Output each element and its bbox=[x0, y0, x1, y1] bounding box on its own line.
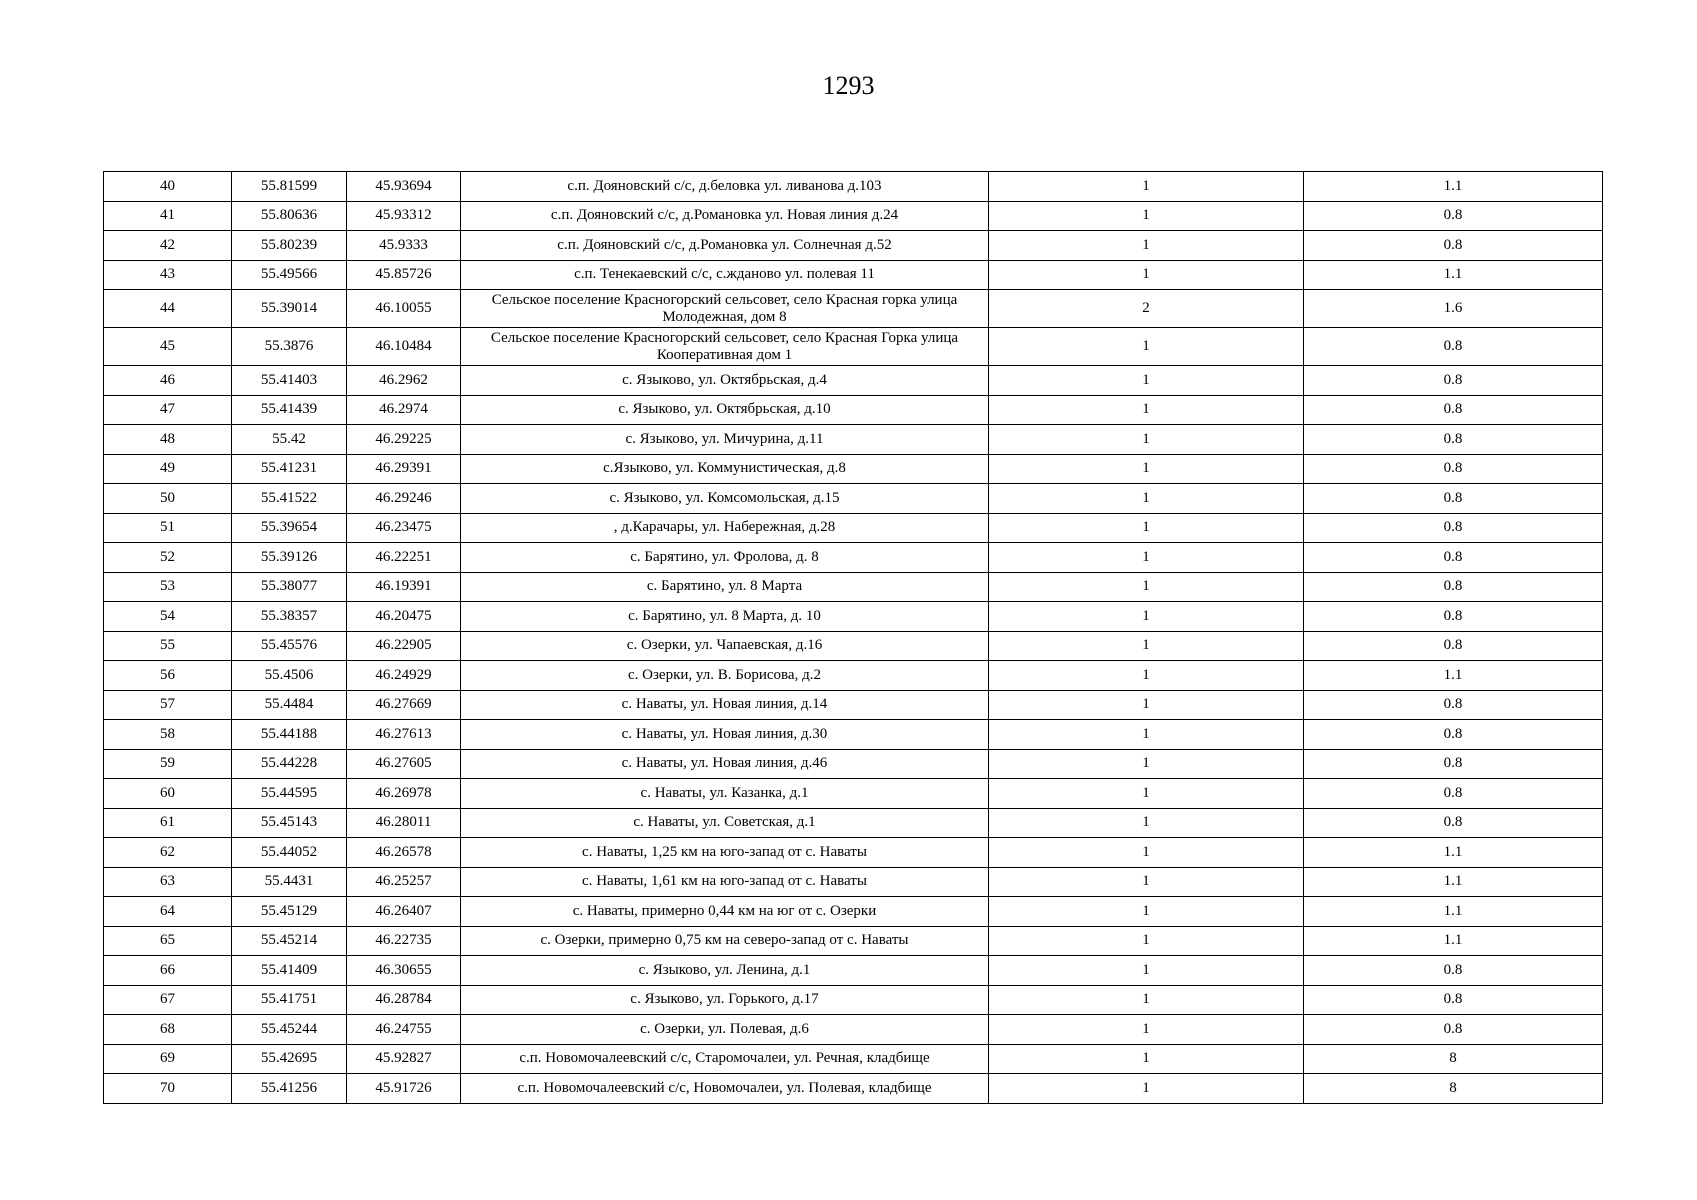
table-row bbox=[104, 366, 1603, 396]
latitude-cell: 55.4484 bbox=[232, 690, 347, 720]
container-count-cell: 1 bbox=[989, 513, 1304, 543]
container-count-cell: 1 bbox=[989, 454, 1304, 484]
container-volume-cell: 0.8 bbox=[1304, 201, 1603, 231]
container-count-cell: 1 bbox=[989, 425, 1304, 455]
latitude-cell: 55.41231 bbox=[232, 454, 347, 484]
container-count-cell: 1 bbox=[989, 956, 1304, 986]
address-cell: с.п. Дояновский с/с, д.Романовка ул. Солнечная д.52 bbox=[461, 231, 989, 261]
table-row bbox=[104, 690, 1603, 720]
latitude-cell: 55.45244 bbox=[232, 1015, 347, 1045]
longitude-cell: 46.24929 bbox=[347, 661, 461, 691]
table-row bbox=[104, 956, 1603, 986]
latitude-cell: 55.44595 bbox=[232, 779, 347, 809]
longitude-cell: 46.10484 bbox=[347, 328, 461, 366]
address-cell: с. Языково, ул. Октябрьская, д.10 bbox=[461, 395, 989, 425]
latitude-cell: 55.45576 bbox=[232, 631, 347, 661]
latitude-cell: 55.38357 bbox=[232, 602, 347, 632]
latitude-cell: 55.39014 bbox=[232, 290, 347, 328]
address-cell: с. Наваты, 1,25 км на юго-запад от с. Наваты bbox=[461, 838, 989, 868]
longitude-cell: 46.26978 bbox=[347, 779, 461, 809]
address-cell: с. Озерки, ул. В. Борисова, д.2 bbox=[461, 661, 989, 691]
address-cell: Сельское поселение Красногорский сельсовет, село Красная Горка улица Кооперативная дом 1 bbox=[461, 328, 989, 366]
row-number-cell: 53 bbox=[104, 572, 232, 602]
table-row bbox=[104, 172, 1603, 202]
latitude-cell: 55.45214 bbox=[232, 926, 347, 956]
table-row bbox=[104, 838, 1603, 868]
row-number-cell: 44 bbox=[104, 290, 232, 328]
address-cell: с. Наваты, ул. Новая линия, д.14 bbox=[461, 690, 989, 720]
longitude-cell: 45.91726 bbox=[347, 1074, 461, 1104]
container-volume-cell: 0.8 bbox=[1304, 808, 1603, 838]
longitude-cell: 46.2962 bbox=[347, 366, 461, 396]
container-count-cell: 1 bbox=[989, 690, 1304, 720]
table-row bbox=[104, 260, 1603, 290]
table-row bbox=[104, 328, 1603, 366]
row-number-cell: 61 bbox=[104, 808, 232, 838]
address-cell: с. Языково, ул. Октябрьская, д.4 bbox=[461, 366, 989, 396]
longitude-cell: 45.93694 bbox=[347, 172, 461, 202]
container-volume-cell: 0.8 bbox=[1304, 720, 1603, 750]
table-row bbox=[104, 897, 1603, 927]
container-volume-cell: 0.8 bbox=[1304, 366, 1603, 396]
row-number-cell: 48 bbox=[104, 425, 232, 455]
latitude-cell: 55.42695 bbox=[232, 1044, 347, 1074]
table-row bbox=[104, 602, 1603, 632]
latitude-cell: 55.39654 bbox=[232, 513, 347, 543]
row-number-cell: 50 bbox=[104, 484, 232, 514]
container-count-cell: 1 bbox=[989, 602, 1304, 632]
latitude-cell: 55.41256 bbox=[232, 1074, 347, 1104]
latitude-cell: 55.3876 bbox=[232, 328, 347, 366]
address-cell: с.п. Дояновский с/с, д.Романовка ул. Новая линия д.24 bbox=[461, 201, 989, 231]
container-count-cell: 1 bbox=[989, 1015, 1304, 1045]
container-volume-cell: 0.8 bbox=[1304, 395, 1603, 425]
address-cell: с. Наваты, ул. Новая линия, д.46 bbox=[461, 749, 989, 779]
container-count-cell: 1 bbox=[989, 897, 1304, 927]
table-row bbox=[104, 201, 1603, 231]
longitude-cell: 46.23475 bbox=[347, 513, 461, 543]
container-count-cell: 1 bbox=[989, 631, 1304, 661]
longitude-cell: 46.19391 bbox=[347, 572, 461, 602]
page-number: 1293 bbox=[822, 71, 875, 100]
longitude-cell: 45.92827 bbox=[347, 1044, 461, 1074]
row-number-cell: 69 bbox=[104, 1044, 232, 1074]
row-number-cell: 57 bbox=[104, 690, 232, 720]
container-volume-cell: 0.8 bbox=[1304, 572, 1603, 602]
container-count-cell: 1 bbox=[989, 926, 1304, 956]
table-row bbox=[104, 985, 1603, 1015]
longitude-cell: 46.10055 bbox=[347, 290, 461, 328]
container-count-cell: 1 bbox=[989, 808, 1304, 838]
container-volume-cell: 1.1 bbox=[1304, 661, 1603, 691]
table-row bbox=[104, 808, 1603, 838]
table-row bbox=[104, 543, 1603, 573]
latitude-cell: 55.80239 bbox=[232, 231, 347, 261]
container-volume-cell: 8 bbox=[1304, 1074, 1603, 1104]
latitude-cell: 55.80636 bbox=[232, 201, 347, 231]
latitude-cell: 55.41409 bbox=[232, 956, 347, 986]
row-number-cell: 46 bbox=[104, 366, 232, 396]
address-cell: , д.Карачары, ул. Набережная, д.28 bbox=[461, 513, 989, 543]
address-cell: с. Языково, ул. Комсомольская, д.15 bbox=[461, 484, 989, 514]
longitude-cell: 46.29225 bbox=[347, 425, 461, 455]
address-cell: с. Наваты, ул. Новая линия, д.30 bbox=[461, 720, 989, 750]
address-cell: Сельское поселение Красногорский сельсовет, село Красная горка улица Молодежная, дом 8 bbox=[461, 290, 989, 328]
container-volume-cell: 1.1 bbox=[1304, 867, 1603, 897]
container-volume-cell: 0.8 bbox=[1304, 543, 1603, 573]
waste-sites-table bbox=[103, 171, 1603, 1104]
row-number-cell: 49 bbox=[104, 454, 232, 484]
longitude-cell: 46.27613 bbox=[347, 720, 461, 750]
address-cell: с. Озерки, примерно 0,75 км на северо-запад от с. Наваты bbox=[461, 926, 989, 956]
longitude-cell: 46.22251 bbox=[347, 543, 461, 573]
longitude-cell: 46.26578 bbox=[347, 838, 461, 868]
container-volume-cell: 1.6 bbox=[1304, 290, 1603, 328]
longitude-cell: 46.28784 bbox=[347, 985, 461, 1015]
row-number-cell: 60 bbox=[104, 779, 232, 809]
container-count-cell: 1 bbox=[989, 572, 1304, 602]
table-row bbox=[104, 513, 1603, 543]
container-count-cell: 1 bbox=[989, 1074, 1304, 1104]
container-volume-cell: 1.1 bbox=[1304, 172, 1603, 202]
address-cell: с. Языково, ул. Ленина, д.1 bbox=[461, 956, 989, 986]
table-row bbox=[104, 867, 1603, 897]
longitude-cell: 46.22905 bbox=[347, 631, 461, 661]
container-volume-cell: 0.8 bbox=[1304, 779, 1603, 809]
row-number-cell: 59 bbox=[104, 749, 232, 779]
address-cell: с. Барятино, ул. Фролова, д. 8 bbox=[461, 543, 989, 573]
row-number-cell: 47 bbox=[104, 395, 232, 425]
address-cell: с. Языково, ул. Мичурина, д.11 bbox=[461, 425, 989, 455]
container-volume-cell: 0.8 bbox=[1304, 484, 1603, 514]
container-volume-cell: 0.8 bbox=[1304, 690, 1603, 720]
row-number-cell: 41 bbox=[104, 201, 232, 231]
longitude-cell: 46.25257 bbox=[347, 867, 461, 897]
latitude-cell: 55.38077 bbox=[232, 572, 347, 602]
longitude-cell: 46.29391 bbox=[347, 454, 461, 484]
container-volume-cell: 1.1 bbox=[1304, 260, 1603, 290]
address-cell: с. Наваты, ул. Казанка, д.1 bbox=[461, 779, 989, 809]
address-cell: с. Барятино, ул. 8 Марта bbox=[461, 572, 989, 602]
table-row bbox=[104, 720, 1603, 750]
table-row bbox=[104, 749, 1603, 779]
longitude-cell: 45.93312 bbox=[347, 201, 461, 231]
row-number-cell: 64 bbox=[104, 897, 232, 927]
latitude-cell: 55.44052 bbox=[232, 838, 347, 868]
row-number-cell: 68 bbox=[104, 1015, 232, 1045]
container-count-cell: 1 bbox=[989, 749, 1304, 779]
longitude-cell: 46.27605 bbox=[347, 749, 461, 779]
container-count-cell: 1 bbox=[989, 366, 1304, 396]
container-volume-cell: 1.1 bbox=[1304, 897, 1603, 927]
container-count-cell: 1 bbox=[989, 779, 1304, 809]
container-volume-cell: 8 bbox=[1304, 1044, 1603, 1074]
longitude-cell: 46.24755 bbox=[347, 1015, 461, 1045]
address-cell: с. Наваты, примерно 0,44 км на юг от с. Озерки bbox=[461, 897, 989, 927]
address-cell: с. Озерки, ул. Чапаевская, д.16 bbox=[461, 631, 989, 661]
row-number-cell: 55 bbox=[104, 631, 232, 661]
latitude-cell: 55.41403 bbox=[232, 366, 347, 396]
latitude-cell: 55.81599 bbox=[232, 172, 347, 202]
latitude-cell: 55.4506 bbox=[232, 661, 347, 691]
row-number-cell: 70 bbox=[104, 1074, 232, 1104]
container-volume-cell: 1.1 bbox=[1304, 838, 1603, 868]
container-count-cell: 2 bbox=[989, 290, 1304, 328]
longitude-cell: 46.2974 bbox=[347, 395, 461, 425]
longitude-cell: 46.26407 bbox=[347, 897, 461, 927]
container-volume-cell: 0.8 bbox=[1304, 985, 1603, 1015]
latitude-cell: 55.41439 bbox=[232, 395, 347, 425]
row-number-cell: 43 bbox=[104, 260, 232, 290]
container-count-cell: 1 bbox=[989, 172, 1304, 202]
table-row bbox=[104, 1074, 1603, 1104]
row-number-cell: 62 bbox=[104, 838, 232, 868]
table-row bbox=[104, 631, 1603, 661]
container-count-cell: 1 bbox=[989, 661, 1304, 691]
latitude-cell: 55.45143 bbox=[232, 808, 347, 838]
latitude-cell: 55.41522 bbox=[232, 484, 347, 514]
latitude-cell: 55.4431 bbox=[232, 867, 347, 897]
row-number-cell: 54 bbox=[104, 602, 232, 632]
longitude-cell: 45.85726 bbox=[347, 260, 461, 290]
container-count-cell: 1 bbox=[989, 838, 1304, 868]
container-count-cell: 1 bbox=[989, 867, 1304, 897]
table-body bbox=[104, 172, 1603, 1104]
latitude-cell: 55.39126 bbox=[232, 543, 347, 573]
longitude-cell: 46.28011 bbox=[347, 808, 461, 838]
row-number-cell: 67 bbox=[104, 985, 232, 1015]
container-count-cell: 1 bbox=[989, 395, 1304, 425]
longitude-cell: 46.20475 bbox=[347, 602, 461, 632]
row-number-cell: 51 bbox=[104, 513, 232, 543]
row-number-cell: 52 bbox=[104, 543, 232, 573]
longitude-cell: 46.30655 bbox=[347, 956, 461, 986]
row-number-cell: 66 bbox=[104, 956, 232, 986]
container-count-cell: 1 bbox=[989, 543, 1304, 573]
table-row bbox=[104, 661, 1603, 691]
address-cell: с.п. Тенекаевский с/с, с.жданово ул. полевая 11 bbox=[461, 260, 989, 290]
table-row bbox=[104, 779, 1603, 809]
row-number-cell: 56 bbox=[104, 661, 232, 691]
container-volume-cell: 0.8 bbox=[1304, 328, 1603, 366]
address-cell: с. Озерки, ул. Полевая, д.6 bbox=[461, 1015, 989, 1045]
latitude-cell: 55.49566 bbox=[232, 260, 347, 290]
longitude-cell: 45.9333 bbox=[347, 231, 461, 261]
container-volume-cell: 0.8 bbox=[1304, 513, 1603, 543]
table-row bbox=[104, 484, 1603, 514]
longitude-cell: 46.27669 bbox=[347, 690, 461, 720]
longitude-cell: 46.29246 bbox=[347, 484, 461, 514]
longitude-cell: 46.22735 bbox=[347, 926, 461, 956]
address-cell: с.Языково, ул. Коммунистическая, д.8 bbox=[461, 454, 989, 484]
row-number-cell: 42 bbox=[104, 231, 232, 261]
address-cell: с. Наваты, 1,61 км на юго-запад от с. Наваты bbox=[461, 867, 989, 897]
address-cell: с. Барятино, ул. 8 Марта, д. 10 bbox=[461, 602, 989, 632]
latitude-cell: 55.44228 bbox=[232, 749, 347, 779]
container-count-cell: 1 bbox=[989, 1044, 1304, 1074]
table-row bbox=[104, 395, 1603, 425]
container-volume-cell: 0.8 bbox=[1304, 956, 1603, 986]
container-count-cell: 1 bbox=[989, 484, 1304, 514]
row-number-cell: 45 bbox=[104, 328, 232, 366]
container-volume-cell: 0.8 bbox=[1304, 631, 1603, 661]
address-cell: с. Языково, ул. Горького, д.17 bbox=[461, 985, 989, 1015]
row-number-cell: 65 bbox=[104, 926, 232, 956]
container-volume-cell: 0.8 bbox=[1304, 454, 1603, 484]
container-count-cell: 1 bbox=[989, 328, 1304, 366]
address-cell: с.п. Новомочалеевский с/с, Новомочалеи, ул. Полевая, кладбище bbox=[461, 1074, 989, 1104]
address-cell: с.п. Дояновский с/с, д.беловка ул. ливанова д.103 bbox=[461, 172, 989, 202]
container-volume-cell: 0.8 bbox=[1304, 749, 1603, 779]
latitude-cell: 55.44188 bbox=[232, 720, 347, 750]
latitude-cell: 55.45129 bbox=[232, 897, 347, 927]
container-count-cell: 1 bbox=[989, 985, 1304, 1015]
container-volume-cell: 0.8 bbox=[1304, 231, 1603, 261]
container-count-cell: 1 bbox=[989, 201, 1304, 231]
container-count-cell: 1 bbox=[989, 260, 1304, 290]
table-row bbox=[104, 1015, 1603, 1045]
address-cell: с.п. Новомочалеевский с/с, Старомочалеи, ул. Речная, кладбище bbox=[461, 1044, 989, 1074]
container-volume-cell: 0.8 bbox=[1304, 425, 1603, 455]
latitude-cell: 55.42 bbox=[232, 425, 347, 455]
table-row bbox=[104, 926, 1603, 956]
container-volume-cell: 0.8 bbox=[1304, 602, 1603, 632]
latitude-cell: 55.41751 bbox=[232, 985, 347, 1015]
row-number-cell: 63 bbox=[104, 867, 232, 897]
table-row bbox=[104, 454, 1603, 484]
container-count-cell: 1 bbox=[989, 720, 1304, 750]
table-row bbox=[104, 231, 1603, 261]
container-volume-cell: 1.1 bbox=[1304, 926, 1603, 956]
table-row bbox=[104, 425, 1603, 455]
row-number-cell: 58 bbox=[104, 720, 232, 750]
row-number-cell: 40 bbox=[104, 172, 232, 202]
container-volume-cell: 0.8 bbox=[1304, 1015, 1603, 1045]
table-row bbox=[104, 290, 1603, 328]
table-row bbox=[104, 1044, 1603, 1074]
address-cell: с. Наваты, ул. Советская, д.1 bbox=[461, 808, 989, 838]
container-count-cell: 1 bbox=[989, 231, 1304, 261]
table-row bbox=[104, 572, 1603, 602]
